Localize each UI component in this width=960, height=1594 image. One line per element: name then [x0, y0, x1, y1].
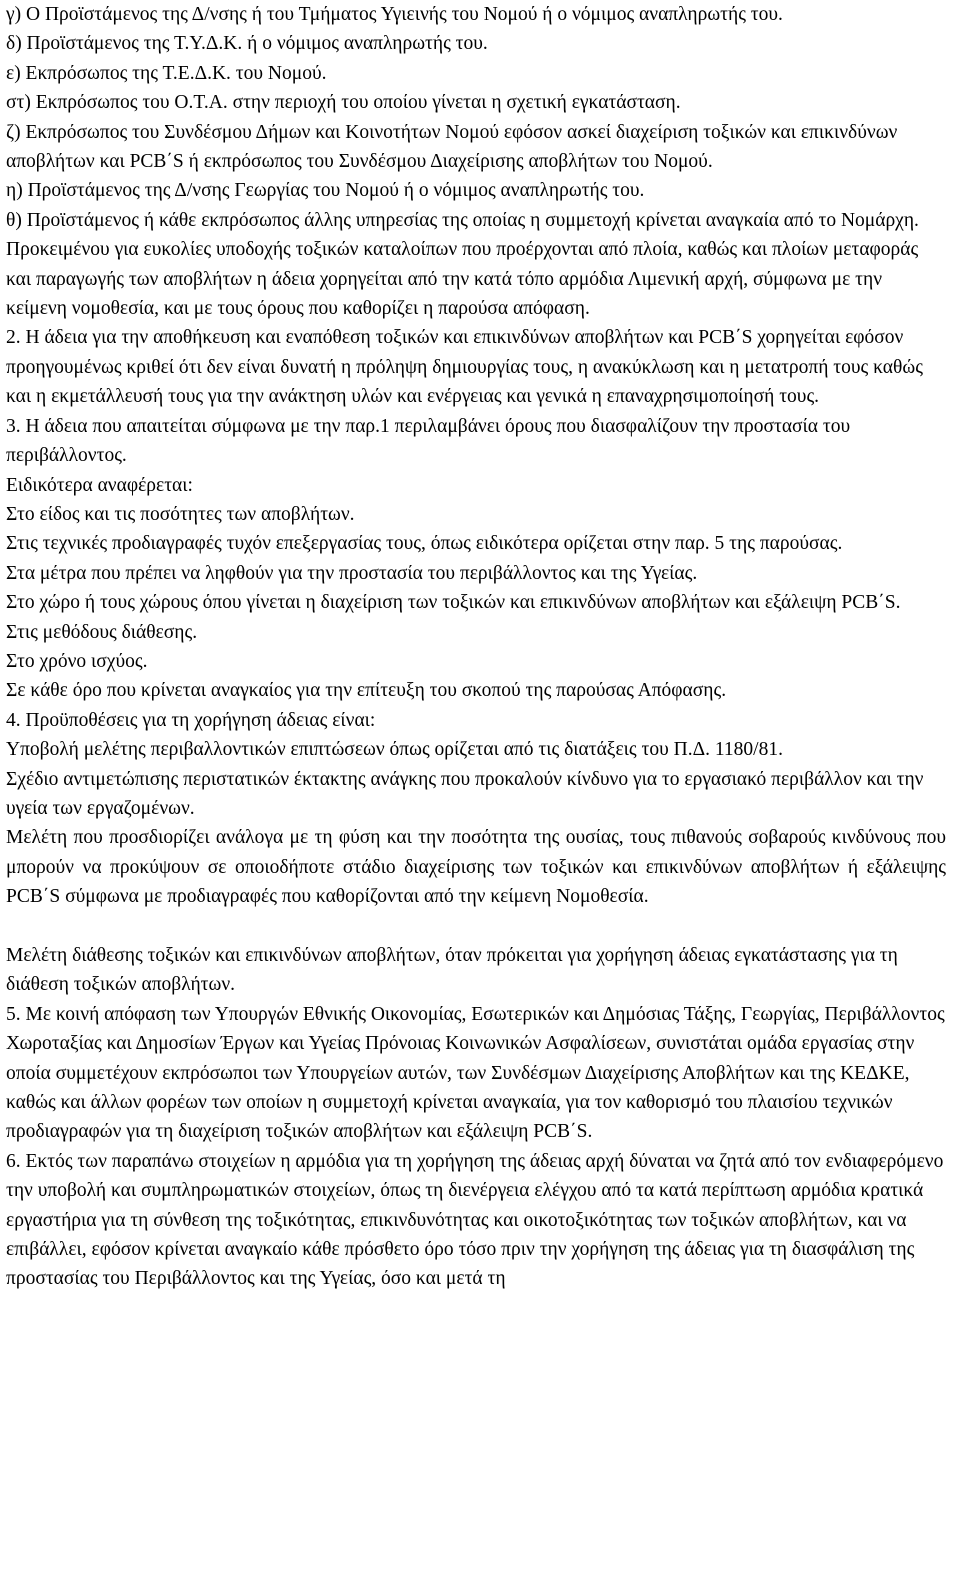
term-protection-measures: Στα μέτρα που πρέπει να ληφθούν για την προστασία του περιβάλλοντος και της Υγείας.: [6, 562, 698, 584]
clause-z-association-representative: ζ) Εκπρόσωπος του Συνδέσμου Δήμων και Κοινοτήτων Νομού εφόσον ασκεί διαχείριση τοξικών και επικινδύνων αποβλήτων και PCB΄S ή εκπρόσωπος του Συνδέσμου Διαχείρισης αποβλήτων του Νομού.: [6, 121, 898, 173]
paragraph-5-working-group: 5. Με κοινή απόφαση των Υπουργών Εθνικής Οικονομίας, Εσωτερικών και Δημόσιας Τάξης, Γεωργίας, Περιβάλλοντος Χωροταξίας και Δημοσίων Έργων και Υγείας Πρόνοιας Κοινωνικών Ασφαλίσεων, συνιστάται ομάδα εργασίας στην οποία συμμετέχουν εκπρόσωποι των Υπουργείων αυτών, των Συνδέσμων Διαχείρισης Αποβλήτων και της ΚΕΔΚΕ, καθώς και άλλων φορέων των οποίων η συμμετοχή κρίνεται αναγκαία, για τον καθορισμό του πλαισίου τεχνικών προδιαγραφών για τη διαχείριση τοξικών αποβλήτων και εξάλειψη PCB΄S.: [6, 1003, 945, 1143]
paragraph-2-storage-permit: 2. Η άδεια για την αποθήκευση και εναπόθεση τοξικών και επικινδύνων αποβλήτων και PCB΄S χορηγείται εφόσον προηγουμένως κριθεί ότι δεν είναι δυνατή η πρόληψη δημιουργίας τους, η ανακύκλωση και η μετατροπή τους καθώς και η εκμετάλλευσή τους για την ανάκτηση υλών και ενέργειας και γενικά η επαναχρησιμοποίησή τους.: [6, 327, 923, 408]
paragraph-ship-residues: Προκειμένου για ευκολίες υποδοχής τοξικών καταλοίπων που προέρχονται από πλοία, καθώς και πλοίων μεταφοράς και παραγωγής των αποβλήτων η άδεια χορηγείται από την κατά τόπο αρμόδια Λιμενική αρχή, σύμφωνα με την κείμενη νομοθεσία, και με τους όρους που καθορίζει η παρούσα απόφαση.: [6, 239, 919, 320]
clause-d-tydk-director: δ) Προϊστάμενος της Τ.Υ.Δ.Κ. ή ο νόμιμος αναπληρωτής του.: [6, 33, 488, 55]
term-validity-period: Στο χρόνο ισχύος.: [6, 650, 148, 672]
clause-g-health-director: γ) Ο Προϊστάμενος της Δ/νσης ή του Τμήματος Υγιεινής του Νομού ή ο νόμιμος αναπληρωτής του.: [6, 4, 783, 25]
prerequisite-emergency-plan: Σχέδιο αντιμετώπισης περιστατικών έκτακτης ανάγκης που προκαλούν κίνδυνο για το εργασιακό περιβάλλον και την υγεία των εργαζομένων.: [6, 768, 924, 819]
term-other-conditions: Σε κάθε όρο που κρίνεται αναγκαίος για την επίτευξη του σκοπού της παρούσας Απόφασης.: [6, 680, 727, 702]
terms-intro: Ειδικότερα αναφέρεται:: [6, 474, 193, 496]
paragraph-6-additional-data: 6. Εκτός των παραπάνω στοιχείων η αρμόδια για τη χορήγηση της άδειας αρχή δύναται να ζητά από τον ενδιαφερόμενο την υποβολή και συμπληρωματικών στοιχείων, όπως τη διενέργεια ελέγχου από τα κατά περίπτωση αρμόδια κρατικά εργαστήρια για τη σύνθεση της τοξικότητας, επικινδυνότητας και οικοτοξικότητας των τοξικών αποβλήτων, και να επιβάλλει, εφόσον κρίνεται αναγκαίο κάθε πρόσθετο όρο τόσο πριν την χορήγηση της άδειας για τη διασφάλιση της προστασίας του Περιβάλλοντος και της Υγείας, όσο και μετά τη: [6, 1150, 944, 1290]
clause-st-ota-representative: στ) Εκπρόσωπος του Ο.Τ.Α. στην περιοχή του οποίου γίνεται η σχετική εγκατάσταση.: [6, 92, 681, 114]
term-technical-specs: Στις τεχνικές προδιαγραφές τυχόν επεξεργασίας τους, όπως ειδικότερα ορίζεται στην παρ. 5 της παρούσας.: [6, 533, 843, 555]
clause-e-tedk-representative: ε) Εκπρόσωπος της Τ.Ε.Δ.Κ. του Νομού.: [6, 62, 327, 84]
term-disposal-methods: Στις μεθόδους διάθεσης.: [6, 621, 198, 643]
prerequisite-disposal-study: Μελέτη διάθεσης τοξικών και επικινδύνων αποβλήτων, όταν πρόκειται για χορήγηση άδειας εγκατάστασης για τη διάθεση τοξικών αποβλήτων.: [6, 944, 898, 996]
paragraph-3-permit-terms: 3. Η άδεια που απαιτείται σύμφωνα με την παρ.1 περιλαμβάνει όρους που διασφαλίζουν την προστασία του περιβάλλοντος.: [6, 415, 851, 467]
term-waste-type: Στο είδος και τις ποσότητες των αποβλήτων.: [6, 503, 355, 525]
clause-h-agriculture-director: η) Προϊστάμενος της Δ/νσης Γεωργίας του Νομού ή ο νόμιμος αναπληρωτής του.: [6, 180, 645, 202]
prerequisite-impact-study: Υποβολή μελέτης περιβαλλοντικών επιπτώσεων όπως ορίζεται από τις διατάξεις του Π.Δ. 1180/81.: [6, 739, 783, 761]
clause-th-other-service: θ) Προϊστάμενος ή κάθε εκπρόσωπος άλλης υπηρεσίας της οποίας η συμμετοχή κρίνεται αναγκαία από το Νομάρχη.: [6, 209, 919, 231]
document-page: [6, 0, 946, 1294]
prerequisite-risk-study: Μελέτη που προσδιορίζει ανάλογα με τη φύση και την ποσότητα της ουσίας, τους πιθανούς σοβαρούς κινδύνους που μπορούν να προκύψουν σε οποιοδήποτε στάδιο διαχείρισης των τοξικών και επικινδύνων αποβλήτων ή εξάλειψης PCB΄S σύμφωνα με προδιαγραφές που καθορίζονται από την κείμενη Νομοθεσία.: [6, 827, 946, 908]
term-management-location: Στο χώρο ή τους χώρους όπου γίνεται η διαχείριση των τοξικών και επικινδύνων αποβλήτων και εξάλειψη PCB΄S.: [6, 592, 901, 614]
paragraph-4-prerequisites: 4. Προϋποθέσεις για τη χορήγηση άδειας είναι:: [6, 709, 376, 731]
